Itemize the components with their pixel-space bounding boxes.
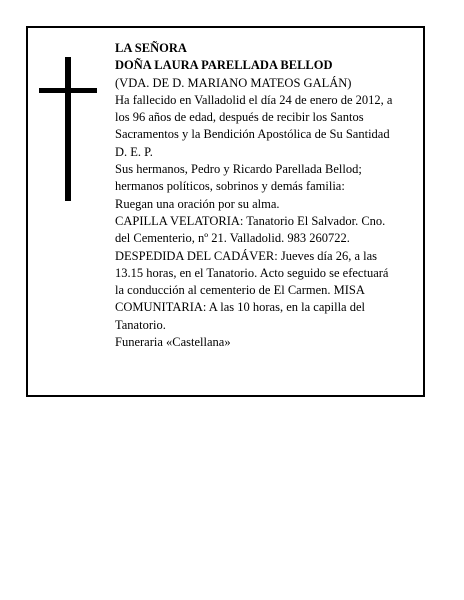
notice-body <box>115 40 425 351</box>
death-announcement-line-1: Ha fallecido en Valladolid el día 24 de enero de 2012, a <box>115 92 393 107</box>
obituary-notice <box>26 26 425 397</box>
farewell-line-2: 13.15 horas, en el Tanatorio. Acto seguido se efectuará <box>115 265 389 280</box>
chapel-line-2: del Cementerio, nº 21. Valladolid. 983 260722. <box>115 231 350 246</box>
cross-horizontal-bar <box>39 88 97 93</box>
family-line-2: hermanos políticos, sobrinos y demás familia: <box>115 179 345 194</box>
farewell-line-1: DESPEDIDA DEL CADÁVER: Jueves día 26, a las <box>115 248 378 263</box>
cross-vertical-bar <box>65 57 71 201</box>
mass-line-2: Tanatorio. <box>115 317 166 332</box>
death-announcement-line-3: Sacramentos y la Bendición Apostólica de Su Santidad <box>115 127 390 142</box>
mass-line-1: COMUNITARIA: A las 10 horas, en la capilla del <box>115 300 365 315</box>
chapel-line-1: CAPILLA VELATORIA: Tanatorio El Salvador. Cno. <box>115 213 386 228</box>
widow-of-line: (VDA. DE D. MARIANO MATEOS GALÁN) <box>115 75 352 90</box>
prayer-request-line: Ruegan una oración por su alma. <box>115 196 280 211</box>
funeral-home-line: Funeraria «Castellana» <box>115 335 231 350</box>
death-announcement-line-2: los 96 años de edad, después de recibir los Santos <box>115 110 364 125</box>
rip-line: D. E. P. <box>115 144 153 159</box>
farewell-line-3: la conducción al cementerio de El Carmen. MISA <box>115 283 365 298</box>
deceased-name: DOÑA LAURA PARELLADA BELLOD <box>115 58 333 73</box>
family-line-1: Sus hermanos, Pedro y Ricardo Parellada Bellod; <box>115 162 362 177</box>
cross-icon <box>39 57 97 201</box>
notice-heading: LA SEÑORA <box>115 41 187 55</box>
